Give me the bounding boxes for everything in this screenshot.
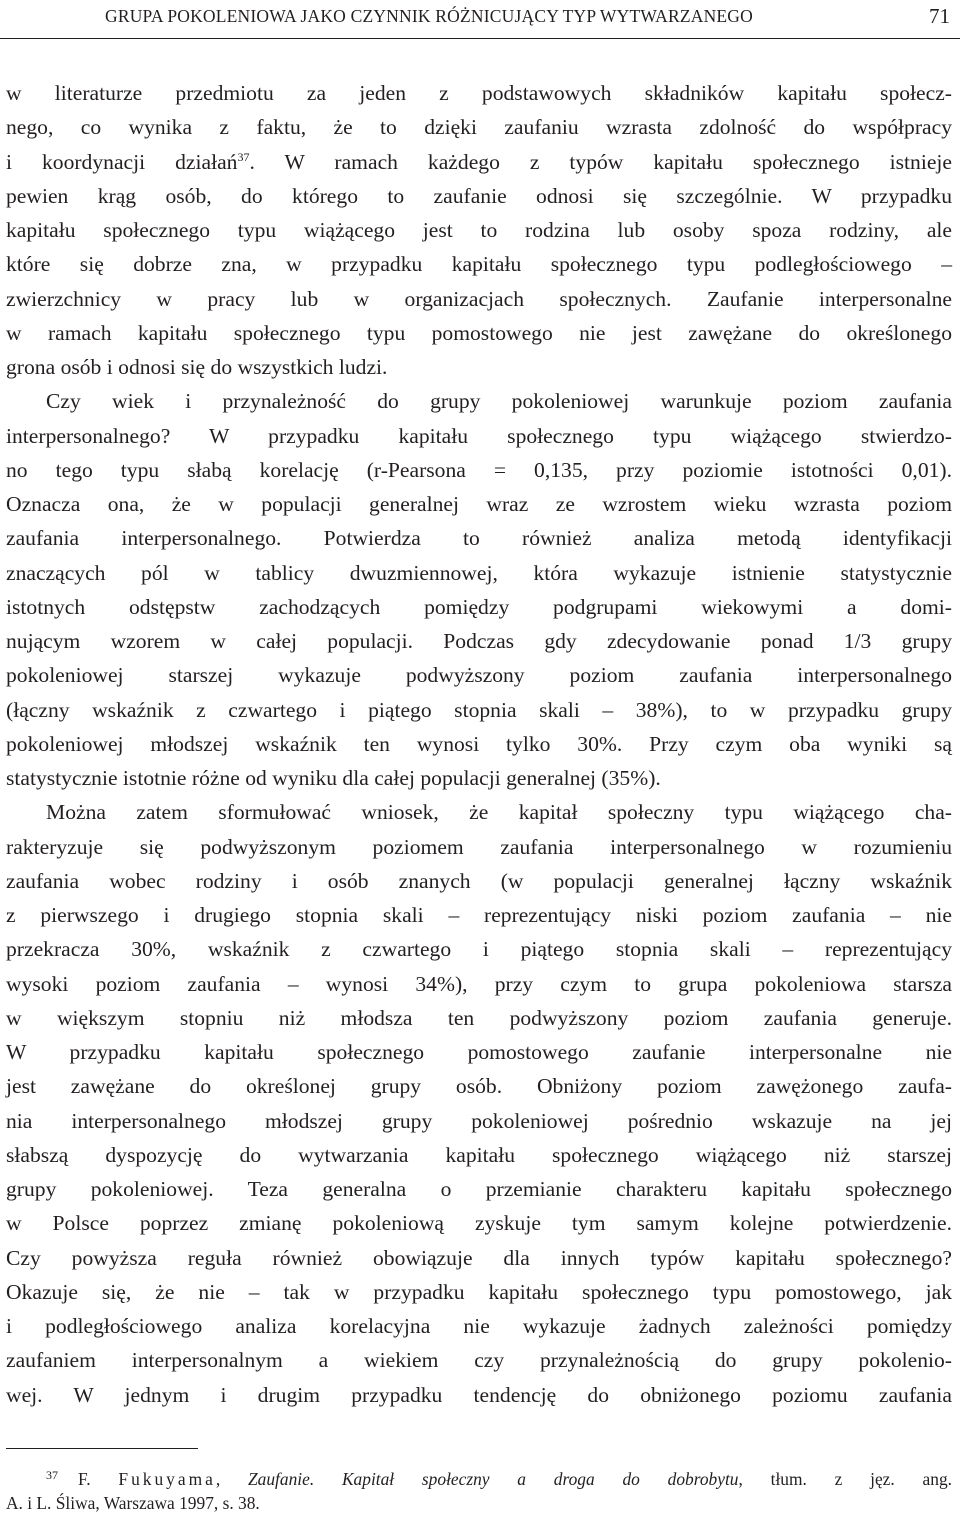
text-line: w ramach kapitału społecznego typu pomostowego nie jest zawężane do określonego xyxy=(6,320,952,345)
text-line: zaufaniem interpersonalnym a wiekiem czy przynależnością do grupy pokolenio- xyxy=(6,1348,952,1373)
text-line: Oznacza ona, że w populacji generalnej wraz ze wzrostem wieku wzrasta poziom xyxy=(6,492,952,516)
text-line: znaczących pól w tablicy dwuzmiennowej, która wykazuje istnienie statystycznie xyxy=(6,560,952,585)
text-line: nego, co wynika z faktu, że to dzięki zaufaniu wzrasta zdolność do współpracy xyxy=(6,115,952,140)
text-line: interpersonalnego? W przypadku kapitału społecznego typu wiążącego stwierdzo- xyxy=(6,423,952,448)
footnote xyxy=(6,1461,952,1517)
footnote-publication: , tłum. z jęz. ang. xyxy=(738,1469,952,1489)
text-line: z pierwszego i drugiego stopnia skali – reprezentujący niski poziom zaufania – nie xyxy=(6,903,952,927)
footnote-reference: 37 xyxy=(237,149,250,164)
text-line: i podległościowego analiza korelacyjna nie wykazuje żadnych zależności pomiędzy xyxy=(6,1314,952,1338)
text-line: istotnych odstępstw zachodzących pomiędzy podgrupami wiekowymi a domi- xyxy=(6,594,952,619)
text-line: Czy powyższa reguła również obowiązuje dla innych typów kapitału społecznego? xyxy=(6,1245,952,1270)
footnote-title: Zaufanie. Kapitał społeczny a droga do dobrobytu xyxy=(247,1469,739,1489)
footnote-separator xyxy=(6,1448,198,1449)
text-line: nia interpersonalnego młodszej grupy pokoleniowej pośrednio wskazuje na jej xyxy=(6,1108,952,1133)
main-text xyxy=(6,76,952,1412)
text-line: w Polsce poprzez zmianę pokoleniową zyskuje tym samym kolejne potwierdzenie. xyxy=(6,1211,952,1236)
running-title: GRUPA POKOLENIOWA JAKO CZYNNIK RÓŻNICUJĄCY TYP WYTWARZANEGO xyxy=(105,6,753,26)
footnote-line: $^{37}$ F. Fukuyama, Zaufanie. Kapitał społeczny a droga do dobrobytu, tłum. z jęz. ang. xyxy=(46,1468,952,1489)
text-line: Okazuje się, że nie – tak w przypadku kapitału społecznego typu pomostowego, jak xyxy=(6,1279,952,1304)
text-line: wysoki poziom zaufania – wynosi 34%), przy czym to grupa pokoleniowa starsza xyxy=(6,971,952,996)
text-line xyxy=(6,145,952,179)
text-line: pewien krąg osób, do którego to zaufanie odnosi się szczególnie. W przypadku xyxy=(6,183,952,208)
text-line: Czy wiek i przynależność do grupy pokoleniowej warunkuje poziom zaufania xyxy=(46,389,952,414)
footnote-line: A. i L. Śliwa, Warszawa 1997, s. 38. xyxy=(6,1493,260,1513)
text-line: zaufania wobec rodziny i osób znanych (w populacji generalnej łączny wskaźnik xyxy=(6,868,952,893)
text-line: pokoleniowej starszej wykazuje podwyższony poziom zaufania interpersonalnego xyxy=(6,663,952,688)
text-line: pokoleniowej młodszej wskaźnik ten wynosi tylko 30%. Przy czym oba wyniki są xyxy=(6,731,952,756)
text-line: grupy pokoleniowej. Teza generalna o przemianie charakteru kapitału społecznego xyxy=(6,1177,952,1201)
text-line: zaufania interpersonalnego. Potwierdza to również analiza metodą identyfikacji xyxy=(6,526,952,551)
text-line: W przypadku kapitału społecznego pomostowego zaufanie interpersonalne nie xyxy=(6,1040,952,1064)
page-header xyxy=(0,0,960,39)
text-line: w większym stopniu niż młodsza ten podwyższony poziom zaufania generuje. xyxy=(6,1005,952,1030)
text-line: jest zawężane do określonej grupy osób. Obniżony poziom zawężonego zaufa- xyxy=(6,1074,952,1099)
footnote-author-initial: F. xyxy=(78,1469,91,1489)
footnote-marker: 37 xyxy=(46,1468,58,1482)
page-number: 71 xyxy=(929,4,950,28)
text-line: no tego typu słabą korelację (r-Pearsona = 0,135, przy poziomie istotności 0,01). xyxy=(6,457,952,482)
text-line: statystycznie istotnie różne od wyniku dla całej populacji generalnej (35%). xyxy=(6,766,661,790)
text-line: Można zatem sformułować wniosek, że kapitał społeczny typu wiążącego cha- xyxy=(46,800,952,825)
text-fragment: i koordynacji działań xyxy=(6,149,238,174)
text-line: (łączny wskaźnik z czwartego i piątego stopnia skali – 38%), to w przypadku grupy xyxy=(6,697,952,722)
text-line: przekracza 30%, wskaźnik z czwartego i piątego stopnia skali – reprezentujący xyxy=(6,937,952,962)
footnote-author-surname: Fukuyama xyxy=(118,1469,216,1489)
text-fragment: . W ramach każdego z typów kapitału społecznego istnieje xyxy=(249,149,952,174)
text-line: zwierzchnicy w pracy lub w organizacjach społecznych. Zaufanie interpersonalne xyxy=(6,286,952,311)
text-line: słabszą dyspozycję do wytwarzania kapitału społecznego wiążącego niż starszej xyxy=(6,1142,952,1167)
text-line: grona osób i odnosi się do wszystkich ludzi. xyxy=(6,355,388,379)
text-line: które się dobrze zna, w przypadku kapitału społecznego typu podległościowego – xyxy=(6,252,952,277)
text-line: kapitału społecznego typu wiążącego jest to rodzina lub osoby spoza rodziny, ale xyxy=(6,218,952,242)
text-line: rakteryzuje się podwyższonym poziomem zaufania interpersonalnego w rozumieniu xyxy=(6,834,952,859)
text-line: nującym wzorem w całej populacji. Podczas gdy zdecydowanie ponad 1/3 grupy xyxy=(6,629,952,653)
text-line: wej. W jednym i drugim przypadku tendencję do obniżonego poziomu zaufania xyxy=(6,1382,952,1407)
text-line: w literaturze przedmiotu za jeden z podstawowych składników kapitału społecz- xyxy=(6,81,952,105)
